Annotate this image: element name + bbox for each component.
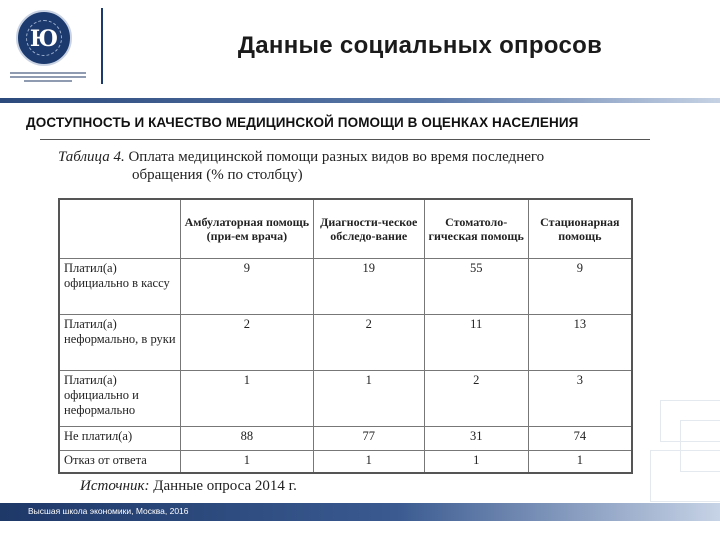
logo-caption (10, 72, 86, 84)
table-cell: 77 (313, 427, 424, 451)
table-cell: 19 (313, 259, 424, 315)
table-cell: 1 (181, 451, 314, 473)
table-cell: 88 (181, 427, 314, 451)
source-label: Источник: (80, 478, 150, 494)
hse-university-logo-icon: Ю (16, 10, 72, 66)
table-caption (58, 148, 638, 184)
table-cell: 3 (528, 371, 632, 427)
table-cell: 74 (528, 427, 632, 451)
table-row (59, 371, 632, 427)
table-row (59, 315, 632, 371)
table-cell: 1 (424, 451, 528, 473)
table-caption-number: Таблица 4. (58, 149, 125, 165)
table-cell: 2 (313, 315, 424, 371)
row-label: Платил(а) неформально, в руки (59, 315, 181, 371)
table-caption-text-1: Оплата медицинской помощи разных видов во время последнего (128, 149, 545, 165)
table-row (59, 451, 632, 473)
footer-bar (0, 503, 720, 521)
row-label: Платил(а) официально и неформально (59, 371, 181, 427)
table-header-cell: Амбулаторная помощь (при-ем врача) (181, 199, 314, 259)
source-text: Данные опроса 2014 г. (153, 478, 297, 494)
header-divider (101, 8, 103, 84)
row-label: Не платил(а) (59, 427, 181, 451)
slide-subtitle: ДОСТУПНОСТЬ И КАЧЕСТВО МЕДИЦИНСКОЙ ПОМОЩИ В ОЦЕНКАХ НАСЕЛЕНИЯ (26, 115, 579, 130)
table-header-cell (59, 199, 181, 259)
table-cell: 1 (313, 371, 424, 427)
row-label: Отказ от ответа (59, 451, 181, 473)
table-cell: 31 (424, 427, 528, 451)
decorative-pattern (650, 400, 720, 500)
slide-title: Данные социальных опросов (237, 32, 603, 59)
table-cell: 1 (528, 451, 632, 473)
row-label: Платил(а) официально в кассу (59, 259, 181, 315)
source-note (80, 478, 297, 495)
table-caption-text-2: обращения (% по столбцу) (132, 167, 303, 183)
table-cell: 11 (424, 315, 528, 371)
table-header-cell: Стоматоло-гическая помощь (424, 199, 528, 259)
table-cell: 2 (424, 371, 528, 427)
table-header-cell: Стационарная помощь (528, 199, 632, 259)
subtitle-rule (40, 139, 650, 140)
footer-text: Высшая школа экономики, Москва, 2016 (28, 506, 189, 516)
table-cell: 1 (313, 451, 424, 473)
header-bar (0, 98, 720, 103)
table-cell: 2 (181, 315, 314, 371)
table-cell: 13 (528, 315, 632, 371)
table-header-row (59, 199, 632, 259)
payment-table (58, 198, 633, 474)
table-cell: 9 (181, 259, 314, 315)
university-logo (0, 0, 100, 100)
table-row (59, 259, 632, 315)
table-row (59, 427, 632, 451)
table-cell: 1 (181, 371, 314, 427)
table-header-cell: Диагности-ческое обследо-вание (313, 199, 424, 259)
table-cell: 55 (424, 259, 528, 315)
table-cell: 9 (528, 259, 632, 315)
